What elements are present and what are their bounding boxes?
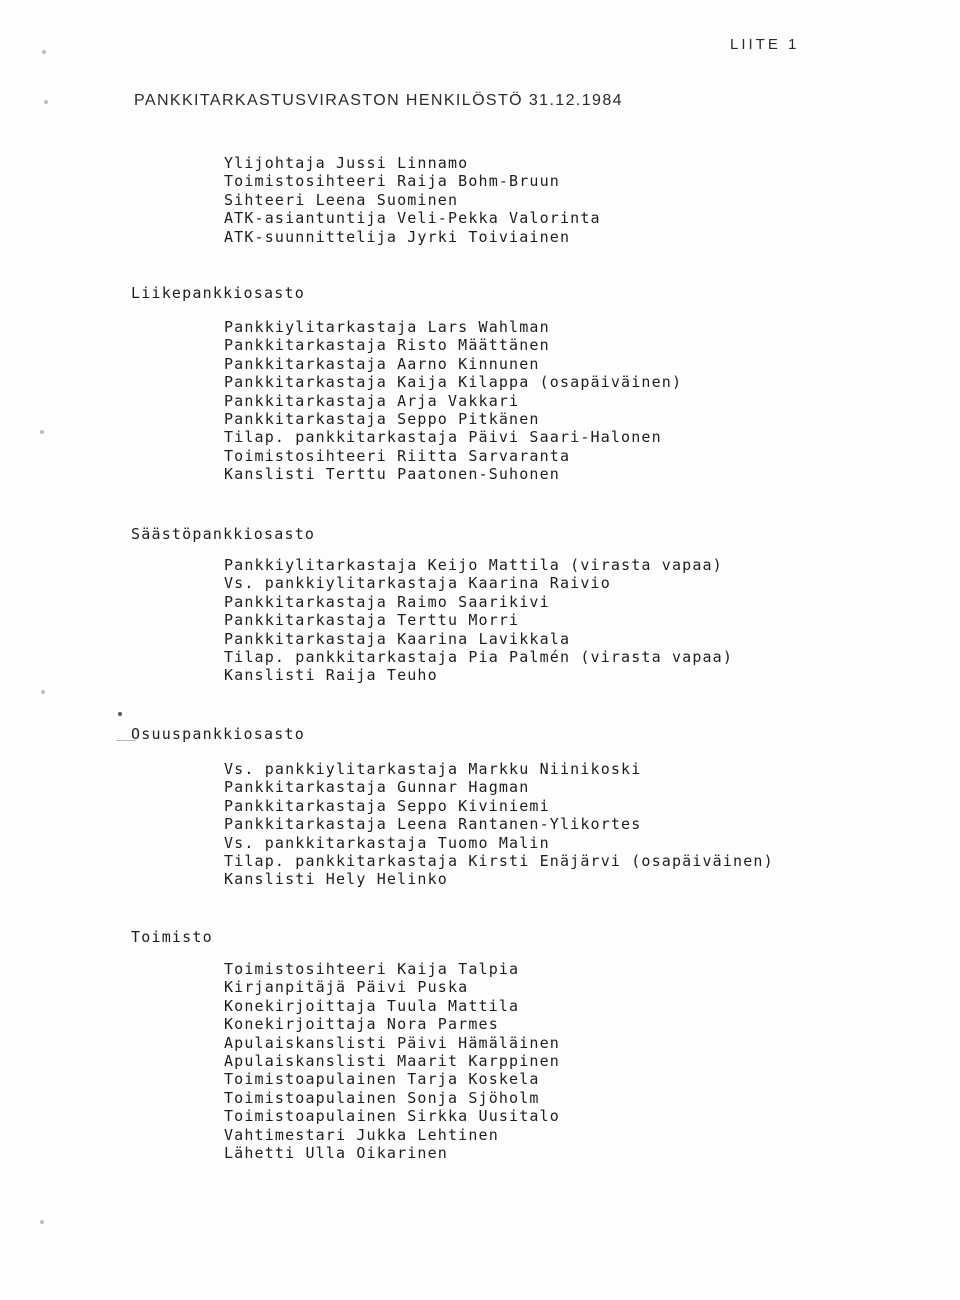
list-item: Pankkitarkastaja Risto Määttänen [224, 336, 550, 355]
list-item: Pankkitarkastaja Kaija Kilappa (osapäiväinen) [224, 373, 683, 392]
list-item: Tilap. pankkitarkastaja Kirsti Enäjärvi (osapäiväinen) [224, 852, 774, 871]
management-list [224, 154, 601, 246]
punch-mark [42, 50, 46, 54]
punch-mark [40, 430, 44, 434]
staff-list [224, 760, 774, 889]
staff-list [224, 318, 682, 484]
section-heading: Liikepankkiosasto [131, 284, 305, 302]
list-item: Toimistosihteeri Raija Bohm-Bruun [224, 172, 560, 191]
list-item: Toimistosihteeri Riitta Sarvaranta [224, 446, 571, 465]
list-item: Vahtimestari Jukka Lehtinen [224, 1125, 499, 1144]
punch-mark [40, 1220, 44, 1224]
list-item: Pankkiylitarkastaja Keijo Mattila (virasta vapaa) [224, 556, 723, 574]
list-item: Konekirjoittaja Nora Parmes [224, 1015, 499, 1034]
list-item: Vs. pankkitarkastaja Tuomo Malin [224, 833, 550, 852]
annex-label: LIITE 1 [730, 36, 800, 53]
list-item: Pankkitarkastaja Terttu Morri [224, 611, 520, 630]
list-item: Tilap. pankkitarkastaja Pia Palmén (virasta vapaa) [224, 648, 734, 667]
list-item: Toimistosihteeri Kaija Talpia [224, 960, 520, 978]
list-item: Pankkitarkastaja Raimo Saarikivi [224, 592, 550, 611]
list-item: Toimistoapulainen Sirkka Uusitalo [224, 1107, 560, 1126]
list-item: Kanslisti Raija Teuho [224, 666, 438, 685]
list-item: Pankkitarkastaja Arja Vakkari [224, 391, 520, 410]
list-item: Sihteeri Leena Suominen [224, 190, 459, 209]
list-item: Pankkitarkastaja Seppo Kiviniemi [224, 796, 550, 815]
list-item: Pankkitarkastaja Aarno Kinnunen [224, 354, 540, 373]
staff-list [224, 556, 733, 685]
ink-dot [118, 712, 122, 716]
list-item: Pankkitarkastaja Seppo Pitkänen [224, 410, 540, 429]
list-item: Konekirjoittaja Tuula Mattila [224, 996, 520, 1015]
list-item: Pankkitarkastaja Leena Rantanen-Ylikortes [224, 815, 642, 834]
list-item: Pankkitarkastaja Gunnar Hagman [224, 778, 530, 797]
staff-list [224, 960, 560, 1162]
list-item: Toimistoapulainen Tarja Koskela [224, 1070, 540, 1089]
list-item: ATK-suunnittelija Jyrki Toiviainen [224, 227, 571, 246]
list-item: Kirjanpitäjä Päivi Puska [224, 978, 469, 997]
punch-mark [44, 100, 48, 104]
section-heading: Osuuspankkiosasto [131, 725, 305, 743]
document-title: PANKKITARKASTUSVIRASTON HENKILÖSTÖ 31.12.1984 [134, 92, 623, 109]
list-item: Toimistoapulainen Sonja Sjöholm [224, 1088, 540, 1107]
list-item: Tilap. pankkitarkastaja Päivi Saari-Halonen [224, 428, 662, 447]
list-item: Kanslisti Hely Helinko [224, 870, 448, 889]
list-item: ATK-asiantuntija Veli-Pekka Valorinta [224, 209, 601, 228]
list-item: Vs. pankkiylitarkastaja Kaarina Raivio [224, 574, 611, 593]
list-item: Apulaiskanslisti Maarit Karppinen [224, 1052, 560, 1071]
list-item: Lähetti Ulla Oikarinen [224, 1144, 448, 1163]
list-item: Vs. pankkiylitarkastaja Markku Niinikoski [224, 760, 642, 778]
punch-mark [41, 690, 45, 694]
list-item: Apulaiskanslisti Päivi Hämäläinen [224, 1033, 560, 1052]
list-item: Kanslisti Terttu Paatonen-Suhonen [224, 465, 560, 484]
section-heading: Toimisto [131, 928, 213, 946]
list-item: Ylijohtaja Jussi Linnamo [224, 154, 469, 172]
list-item: Pankkitarkastaja Kaarina Lavikkala [224, 629, 571, 648]
list-item: Pankkiylitarkastaja Lars Wahlman [224, 318, 550, 336]
section-heading: Säästöpankkiosasto [131, 525, 316, 543]
